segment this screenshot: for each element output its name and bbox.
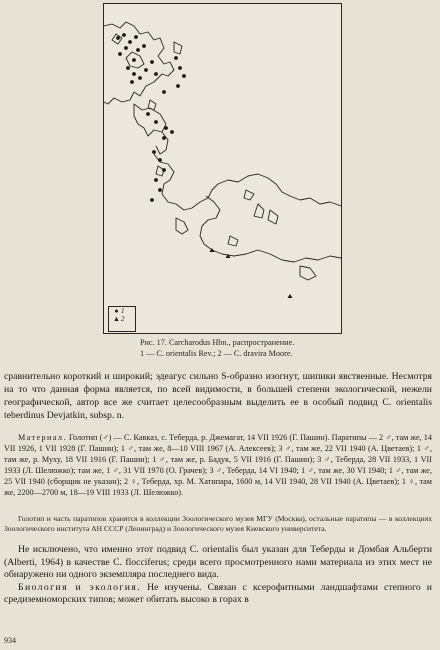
page-number: 934 [4,636,16,645]
circle-icon: ● [114,307,119,315]
caption-line-2: 1 — C. orientalis Rev.; 2 — C. dravira Moore. [140,349,293,358]
legend-number: 1 [121,307,125,315]
discussion-text: Не исключено, что именно этот подвид C. orientalis был указан для Теберды и Домбая Альберти (Alberti, 1964) в качестве C. flocciferus; среди всего просмотренного нами материала из этих мест не обнаружено ни одного экземпляра последнего вида. [4,544,432,581]
caption-line-1: Рис. 17. Carcharodus Hbn., распространение. [140,338,295,347]
biology-paragraph [4,582,432,607]
material-text: Голотип (♂) — С. Кавказ, с. Теберда, р. Джемагат, 14 VII 1926 (Г. Пашин). Паратипы — 2 ♂, там же, 14 VII 1926, 1 VII 1928 (Г. Пашин); 1 ♂, там же, 8—10 VIII 1967 (А. Алексеев); 3 ♂, там же, 22 VII 1940 (А. Цветаев); 1 ♂, там же, р. Муху, 18 VII 1916 (Г. Пашин); 1 ♂, там же, р. Бадук, 5 VII 1916 (Г. Пашин); 3 ♂, Теберда, 28 VII 1933, 1 VII 1933 (Л. Шелюжко); там же, 1 ♂, 31 VII 1970 (О. Грачев); 3 ♂, Теберда, 14 VI 1940; 1 ♂, там же, 30 VI 1940; 1 ♂, там же, 25 VII 1940 (сборщик не указан); 2 ♀, Теберда, хр. М. Хатипара, 1600 м, 14 VII 1940, 28 VII 1940 (А. Цветаев); 1 ♀, там же, 2200—2700 м, 18—19 VIII 1933 (Л. Шелюжко). [4,433,432,498]
legend-number: 2 [121,315,125,323]
map-coastlines [104,4,341,333]
figure-caption [140,337,400,359]
legend-row-1 [113,307,135,315]
material-paragraph [4,432,432,499]
deposit-note [4,514,432,534]
map-legend [108,306,136,332]
legend-row-2 [113,315,135,323]
deposit-text: Голотип и часть паратипов хранятся в коллекции Зоологического музея МГУ (Москва), остальные паратипы — в коллекциях Зоологического института АН СССР (Ленинград) и Зоологического музея Киевского университета. [4,514,432,533]
dravira-points [210,248,293,298]
biology-label: Биология и экология. [18,581,142,593]
intro-text: сравнительно короткий и широкий; эдеагус сильно S-образно изогнут, шипики явственные. Несмотря на то что данная форма является, по всей видимости, в большей степени экологической, нежели географической, автор все же считает целесообразным выделить ее в особый подвид C. orientalis teberdinus Devjatkin, subsp. n. [4,371,432,421]
biology-text: Не изучены. Связан с ксерофитными ландшафтами степного и средиземноморских типов; может обитать высоко в горах в [4,581,432,606]
intro-paragraph [4,370,432,422]
material-label: Материал. [18,433,67,442]
discussion-section [4,544,432,607]
triangle-icon: ▲ [113,315,120,323]
distribution-map [103,3,342,334]
